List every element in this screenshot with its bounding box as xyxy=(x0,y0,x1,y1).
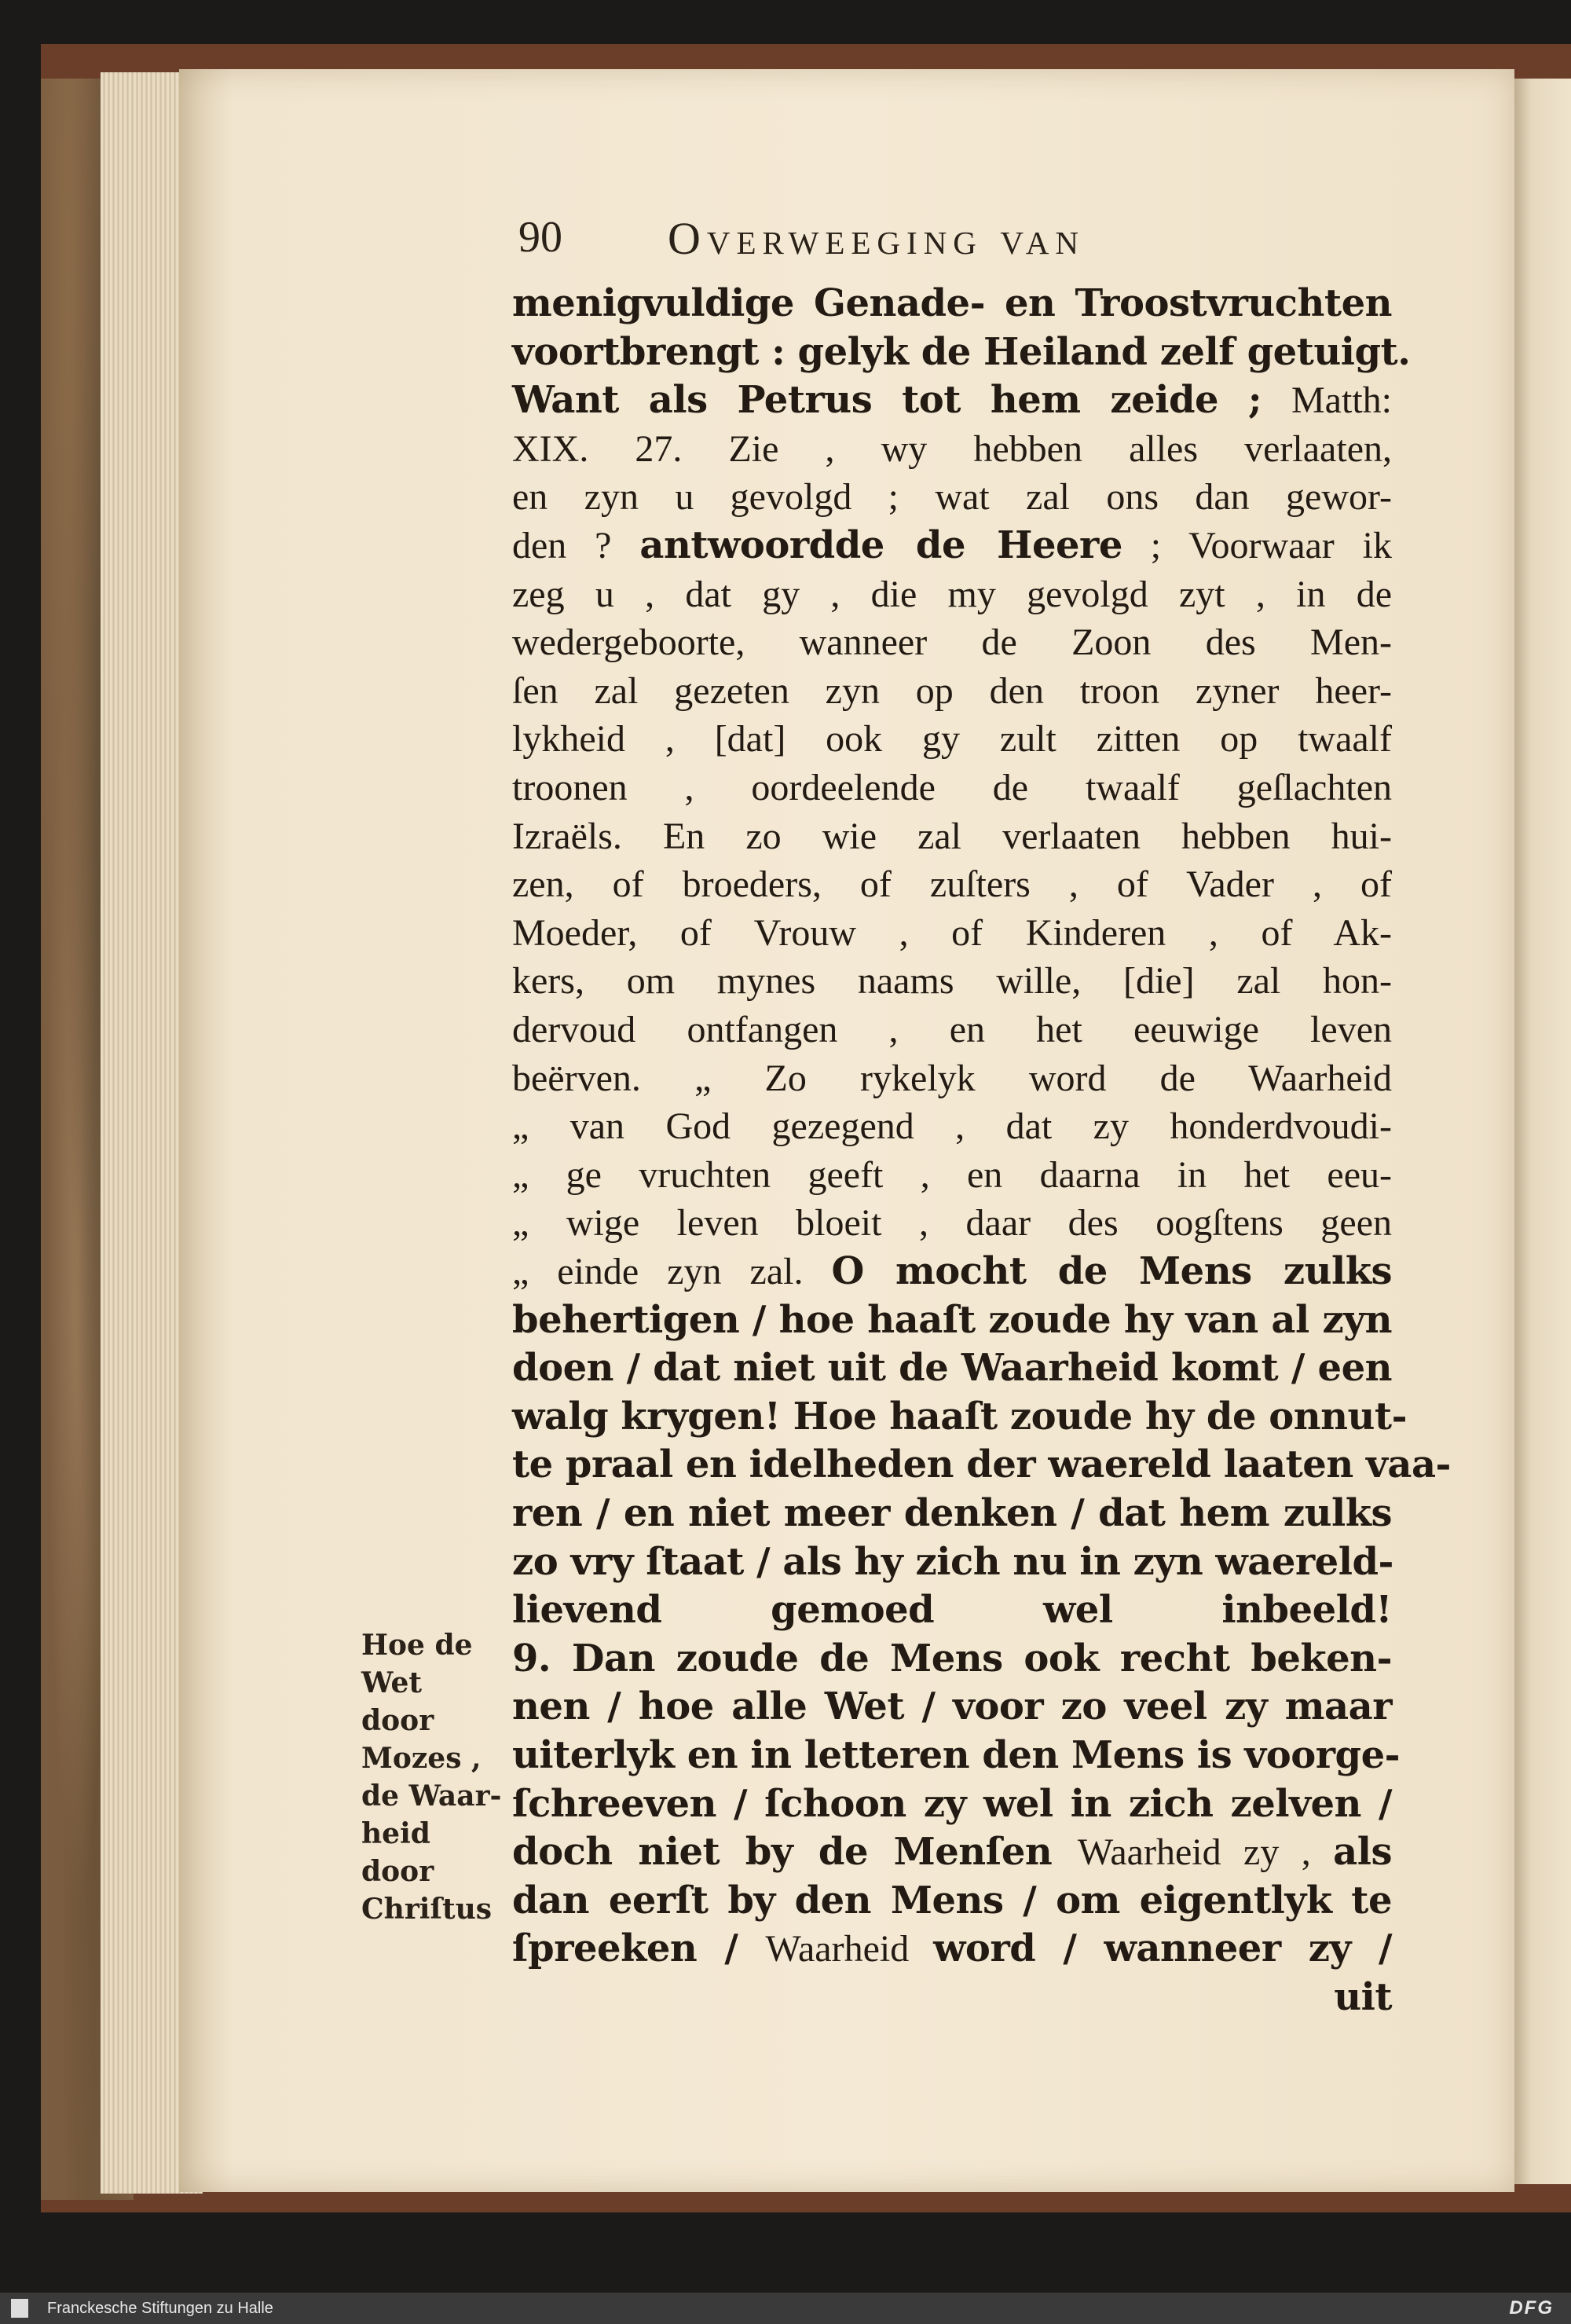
blackletter-text: menigvuldige Genade- en Troostvruchten xyxy=(512,281,1392,325)
roman-text: Izraëls. En zo wie zal verlaaten hebben hui- xyxy=(512,815,1392,857)
roman-text: kers, om mynes naams wille, [die] zal hon- xyxy=(512,960,1392,1003)
text-line xyxy=(512,909,1392,958)
roman-text: lykheid , [dat] ook gy zult zitten op twaalf xyxy=(512,718,1392,761)
roman-text: „ wige leven bloeit , daar des oogſtens geen xyxy=(512,1202,1392,1244)
margin-note-line: Mozes , xyxy=(361,1742,482,1775)
text-line xyxy=(512,764,1392,812)
blackletter-text: ren / en niet meer denken / dat hem zulks xyxy=(512,1491,1392,1535)
blackletter-text: Want als Petrus tot hem zeide ; xyxy=(512,378,1291,423)
margin-note-line: door xyxy=(361,1704,434,1737)
text-line xyxy=(512,1344,1392,1393)
text-line xyxy=(512,1925,1392,1974)
text-line xyxy=(512,667,1392,716)
text-line xyxy=(512,570,1392,619)
margin-note-line: Chriſtus xyxy=(361,1893,493,1926)
roman-text: „ einde zyn zal. xyxy=(512,1251,832,1292)
blackletter-text: uit xyxy=(1334,1975,1392,2019)
text-line xyxy=(512,1635,1392,1684)
blackletter-text: uiterlyk en in letteren den Mens is voorge- xyxy=(512,1733,1401,1777)
text-line xyxy=(512,376,1392,425)
roman-text: ſen zal gezeten zyn op den troon zyner heer- xyxy=(512,669,1392,712)
roman-text: ; Voorwaar ik xyxy=(1122,525,1392,566)
margin-note-line: heid xyxy=(361,1817,430,1850)
running-title: Overweeging van xyxy=(668,213,1085,264)
blackletter-text: als xyxy=(1333,1830,1393,1875)
text-line xyxy=(512,1054,1392,1103)
page-header xyxy=(518,212,1430,275)
blackletter-text: lievend gemoed wel inbeeld! xyxy=(512,1588,1392,1633)
roman-text: troonen , oordeelende de twaalf geſlachten xyxy=(512,767,1392,808)
text-line xyxy=(512,1006,1392,1054)
text-line xyxy=(512,1732,1401,1780)
text-line xyxy=(512,1490,1392,1538)
text-line xyxy=(512,812,1392,861)
text-line xyxy=(512,328,1411,377)
roman-text: beërven. „ Zo rykelyk word de Waarheid xyxy=(512,1057,1392,1099)
blackletter-text: behertigen / hoe haaſt zoude hy van al zyn xyxy=(512,1297,1392,1342)
institution-logo-icon xyxy=(11,2299,28,2318)
roman-text: den ? xyxy=(512,525,640,566)
text-line xyxy=(512,1441,1451,1490)
blackletter-text: te praal en idelheden der waereld laaten vaa- xyxy=(512,1442,1451,1487)
text-line xyxy=(512,957,1392,1006)
text-line xyxy=(512,425,1392,474)
text-line xyxy=(512,1248,1392,1296)
text-line xyxy=(512,618,1392,667)
blackletter-text: antwoordde de Heere xyxy=(639,523,1122,567)
blackletter-text: ſchreeven / ſchoon zy wel in zich zelven / xyxy=(512,1781,1392,1826)
margin-note-line: door xyxy=(361,1855,434,1888)
blackletter-text: walg krygen! Hoe haaſt zoude hy de onnut- xyxy=(512,1394,1407,1439)
text-line xyxy=(512,1586,1392,1635)
roman-text: Moeder, of Vrouw , of Kinderen , of Ak- xyxy=(512,911,1392,954)
roman-text: Waarheid zy , xyxy=(1077,1831,1334,1874)
blackletter-text: doen / dat niet uit de Waarheid komt / een xyxy=(512,1346,1392,1391)
roman-text: en zyn u gevolgd ; wat zal ons dan gewor- xyxy=(512,476,1392,519)
margin-note-line: Hoe de xyxy=(361,1629,473,1662)
roman-text: Matth: xyxy=(1291,379,1392,422)
margin-note-line: Wet xyxy=(361,1666,423,1699)
roman-text: „ ge vruchten geeft , en daarna in het eeu- xyxy=(512,1153,1392,1196)
text-line xyxy=(512,1393,1407,1442)
blackletter-text: doch niet by de Menſen xyxy=(512,1830,1078,1875)
roman-text: XIX. 27. Zie , wy hebben alles verlaaten, xyxy=(512,427,1392,470)
text-line xyxy=(512,280,1392,328)
roman-text: zen, of broeders, of zuſters , of Vader , of xyxy=(512,863,1392,906)
viewer-footer xyxy=(0,2293,1571,2324)
facing-page-edge xyxy=(1514,79,1571,2184)
text-line xyxy=(512,1199,1392,1248)
text-line xyxy=(512,1780,1392,1829)
blackletter-text: zo vry ſtaat / als hy zich nu in zyn waereld- xyxy=(512,1539,1393,1584)
blackletter-text: ſpreeken / xyxy=(512,1926,766,1971)
margin-note-line: de Waar- xyxy=(361,1780,502,1813)
text-line xyxy=(512,522,1392,570)
margin-note xyxy=(361,1626,511,1928)
blackletter-text: voortbrengt : gelyk de Heiland zelf getuigt. xyxy=(512,329,1411,374)
text-line xyxy=(512,1974,1392,2022)
source-credit: Franckesche Stiftungen zu Halle xyxy=(47,2300,273,2317)
blackletter-text: word / wanneer zy / xyxy=(933,1926,1392,1971)
blackletter-text: O mocht de Mens zulks xyxy=(831,1249,1392,1293)
roman-text: Waarheid xyxy=(765,1928,934,1970)
text-line xyxy=(512,1538,1392,1587)
text-line xyxy=(512,1296,1392,1345)
blackletter-text: dan eerſt by den Mens / om eigentlyk te xyxy=(512,1878,1392,1923)
roman-text: dervoud ontfangen , en het eeuwige leven xyxy=(512,1009,1392,1050)
blackletter-text: 9. Dan zoude de Mens ook recht beken- xyxy=(512,1636,1392,1681)
blackletter-text: nen / hoe alle Wet / voor zo veel zy maar xyxy=(512,1684,1392,1729)
dfg-logo: DFG xyxy=(1509,2297,1554,2319)
text-line xyxy=(512,860,1392,909)
text-line xyxy=(512,1877,1392,1926)
text-line xyxy=(512,1151,1392,1200)
text-line xyxy=(512,1102,1392,1151)
text-line xyxy=(512,1828,1392,1877)
roman-text: wedergeboorte, wanneer de Zoon des Men- xyxy=(512,621,1392,664)
roman-text: zeg u , dat gy , die my gevolgd zyt , in de xyxy=(512,573,1392,615)
text-line xyxy=(512,1683,1392,1732)
roman-text: „ van God gezegend , dat zy honderdvoudi- xyxy=(512,1105,1392,1148)
page-number: 90 xyxy=(518,213,562,262)
text-line xyxy=(512,715,1392,764)
text-line xyxy=(512,473,1392,522)
